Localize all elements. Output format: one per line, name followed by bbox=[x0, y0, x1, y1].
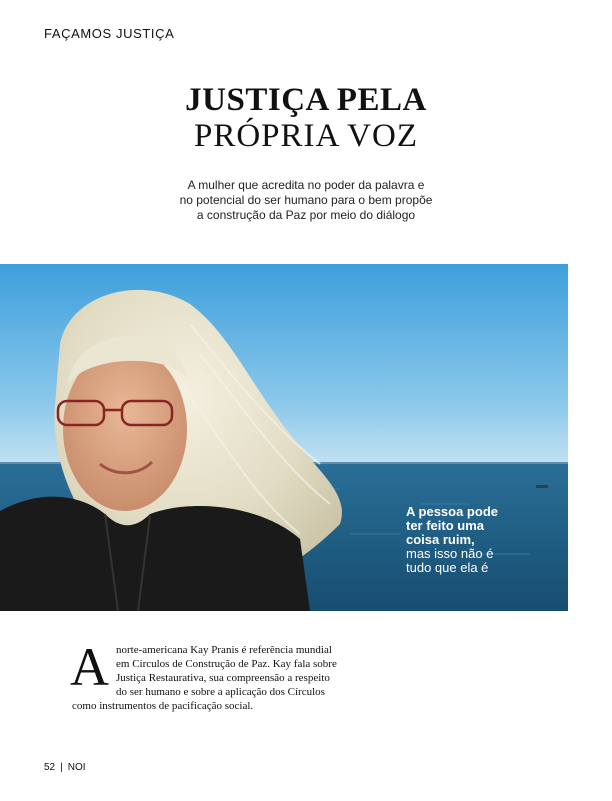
subtitle bbox=[150, 178, 462, 223]
pull-quote-bold-line: ter feito uma bbox=[406, 518, 485, 533]
article-line: em Círculos de Construção de Paz. Kay fala sobre bbox=[116, 658, 337, 670]
article-line: do ser humano e sobre a aplicação dos Círculos bbox=[116, 686, 325, 698]
pull-quote-bold-line: coisa ruim, bbox=[406, 532, 475, 547]
pull-quote-line: tudo que ela é bbox=[406, 560, 489, 575]
title-line-1: JUSTIÇA PELA bbox=[185, 82, 427, 118]
section-label: FAÇAMOS JUSTIÇA bbox=[44, 26, 175, 41]
subtitle-line: no potencial do ser humano para o bem propõe bbox=[179, 193, 433, 207]
drop-cap: A bbox=[70, 637, 109, 697]
article-line: Justiça Restaurativa, sua compreensão a respeito bbox=[116, 672, 330, 684]
pull-quote bbox=[406, 505, 556, 575]
pull-quote-bold-line: A pessoa pode bbox=[406, 504, 498, 519]
pull-quote-line: mas isso não é bbox=[406, 546, 494, 561]
page-footer bbox=[44, 762, 86, 773]
page-number: 52 bbox=[44, 762, 56, 773]
footer-separator: | bbox=[60, 762, 63, 773]
article-intro bbox=[70, 637, 372, 713]
subtitle-line: a construção da Paz por meio do diálogo bbox=[196, 208, 416, 222]
magazine-name: NOI bbox=[67, 762, 86, 773]
article-line: norte-americana Kay Pranis é referência mundial bbox=[116, 644, 332, 656]
title-line-2: PRÓPRIA VOZ bbox=[193, 118, 419, 154]
article-line: como instrumentos de pacificação social. bbox=[72, 700, 254, 712]
subtitle-line: A mulher que acredita no poder da palavra e bbox=[187, 178, 425, 192]
